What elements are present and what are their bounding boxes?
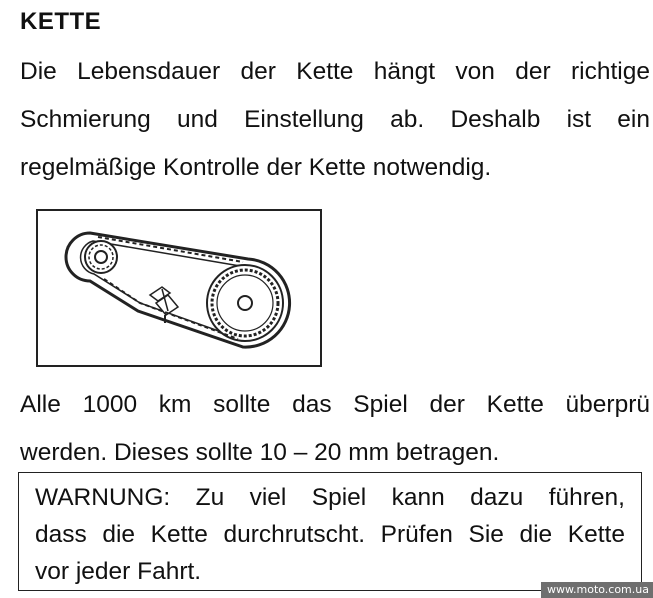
page-title: KETTE xyxy=(20,8,102,35)
intro-line: regelmäßige Kontrolle der Kette notwendig. xyxy=(20,154,492,181)
interval-line: werden. Dieses sollte 10 – 20 mm betragen. xyxy=(20,439,500,466)
intro-line: Die Lebensdauer der Kette hängt von der richtige xyxy=(20,58,650,85)
warning-line: dass die Kette durchrutscht. Prüfen Sie die Kette xyxy=(35,521,625,548)
warning-box xyxy=(18,472,642,591)
interval-paragraph xyxy=(20,381,650,477)
chain-figure xyxy=(36,209,322,367)
interval-line: Alle 1000 km sollte das Spiel der Kette überprü xyxy=(20,391,650,418)
warning-line: WARNUNG: Zu viel Spiel kann dazu führen, xyxy=(35,484,625,511)
intro-line: Schmierung und Einstellung ab. Deshalb ist ein xyxy=(20,106,650,133)
chain-sprocket-diagram-icon xyxy=(38,211,320,365)
watermark: www.moto.com.ua xyxy=(541,582,653,598)
warning-line: vor jeder Fahrt. xyxy=(35,558,202,585)
intro-paragraph xyxy=(20,48,650,192)
